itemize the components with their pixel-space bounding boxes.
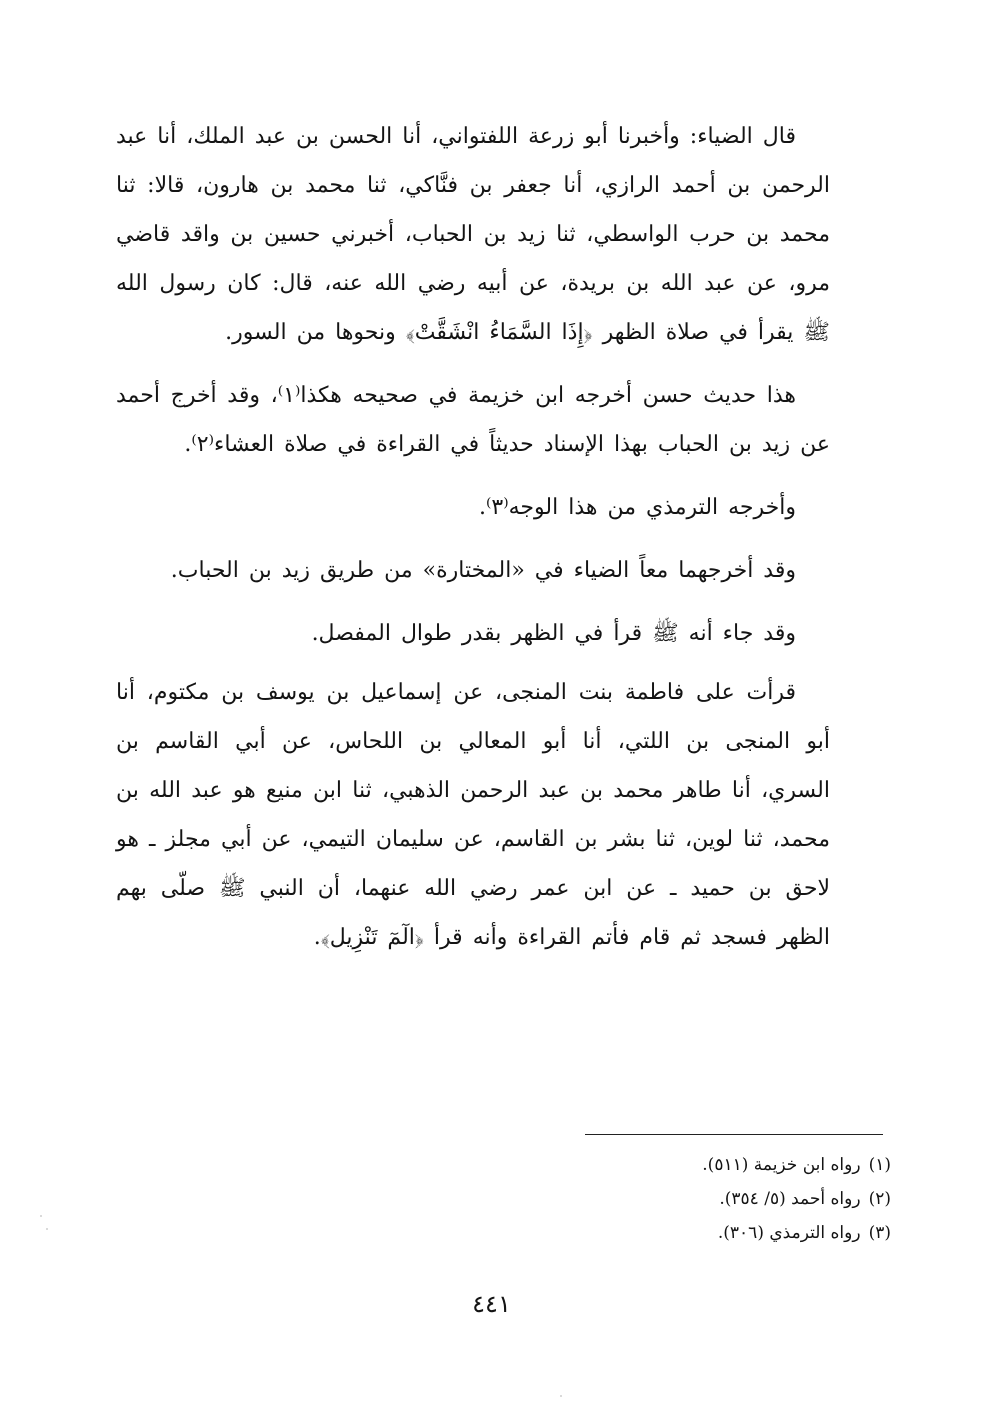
page-number: ٤٤١ [472,1290,511,1318]
paragraph-mufassal: وقد جاء أنه ﷺ قرأ في الظهر بقدر طوال المفصل. [311,621,796,646]
footnote-text: رواه الترمذي (٣٠٦). [717,1223,861,1243]
scan-speck [40,1215,42,1217]
footnote-3 [391,1216,891,1250]
footnote-number: (٣) [868,1223,891,1243]
footnote-1 [391,1148,891,1182]
paragraph-hadith-chain-2: قرأت على فاطمة بنت المنجى، عن إسماعيل بن يوسف بن مكتوم، أنا أبو المنجى بن اللتي، أنا أبو المعالي بن اللحاس، عن أبي القاسم بن السري، أنا طاهر محمد بن عبد الرحمن الذهبي، ثنا ابن منيع هو عبد الله بن محمد، ثنا لوين، ثنا بشر بن القاسم، عن سليمان التيمي، عن أبي مجلز ـ هو لاحق بن حميد ـ عن ابن عمر رضي الله عنهما، أن النبي ﷺ صلّى بهم الظهر فسجد ثم قام فأتم القراءة وأنه قرأ ﴿الٓمٓ تَنْزِيل﴾. [116,680,830,950]
paragraph-tirmidhi: وأخرجه الترمذي من هذا الوجه⁽٣⁾. [479,495,796,520]
footnote-separator [585,1134,883,1135]
scan-speck [560,1395,562,1397]
footnote-number: (١) [868,1155,891,1175]
footnotes [391,1148,891,1250]
footnote-2 [391,1182,891,1216]
main-text [116,112,830,976]
paragraph-mukhtara: وقد أخرجهما معاً الضياء في «المختارة» من طريق زيد بن الحباب. [170,558,796,583]
footnote-text: رواه أحمد (٥/ ٣٥٤). [719,1189,861,1209]
scan-speck [46,1228,48,1230]
footnote-number: (٢) [868,1189,891,1209]
paragraph-hadith-chain-1: قال الضياء: وأخبرنا أبو زرعة اللفتواني، أنا الحسن بن عبد الملك، أنا عبد الرحمن بن أحمد الرازي، أنا جعفر بن فنَّاكي، ثنا محمد بن هارون، قالا: ثنا محمد بن حرب الواسطي، ثنا زيد بن الحباب، أخبرني حسين بن واقد قاضي مرو، عن عبد الله بن بريدة، عن أبيه رضي الله عنه، قال: كان رسول الله ﷺ يقرأ في صلاة الظهر ﴿إِذَا السَّمَاءُ انْشَقَّتْ﴾ ونحوها من السور. [116,124,830,345]
paragraph-takhrij-ibn-khuzayma: هذا حديث حسن أخرجه ابن خزيمة في صحيحه هكذا⁽١⁾، وقد أخرج أحمد عن زيد بن الحباب بهذا الإسناد حديثاً في القراءة في صلاة العشاء⁽٢⁾. [116,383,830,457]
footnote-text: رواه ابن خزيمة (٥١١). [702,1155,861,1175]
